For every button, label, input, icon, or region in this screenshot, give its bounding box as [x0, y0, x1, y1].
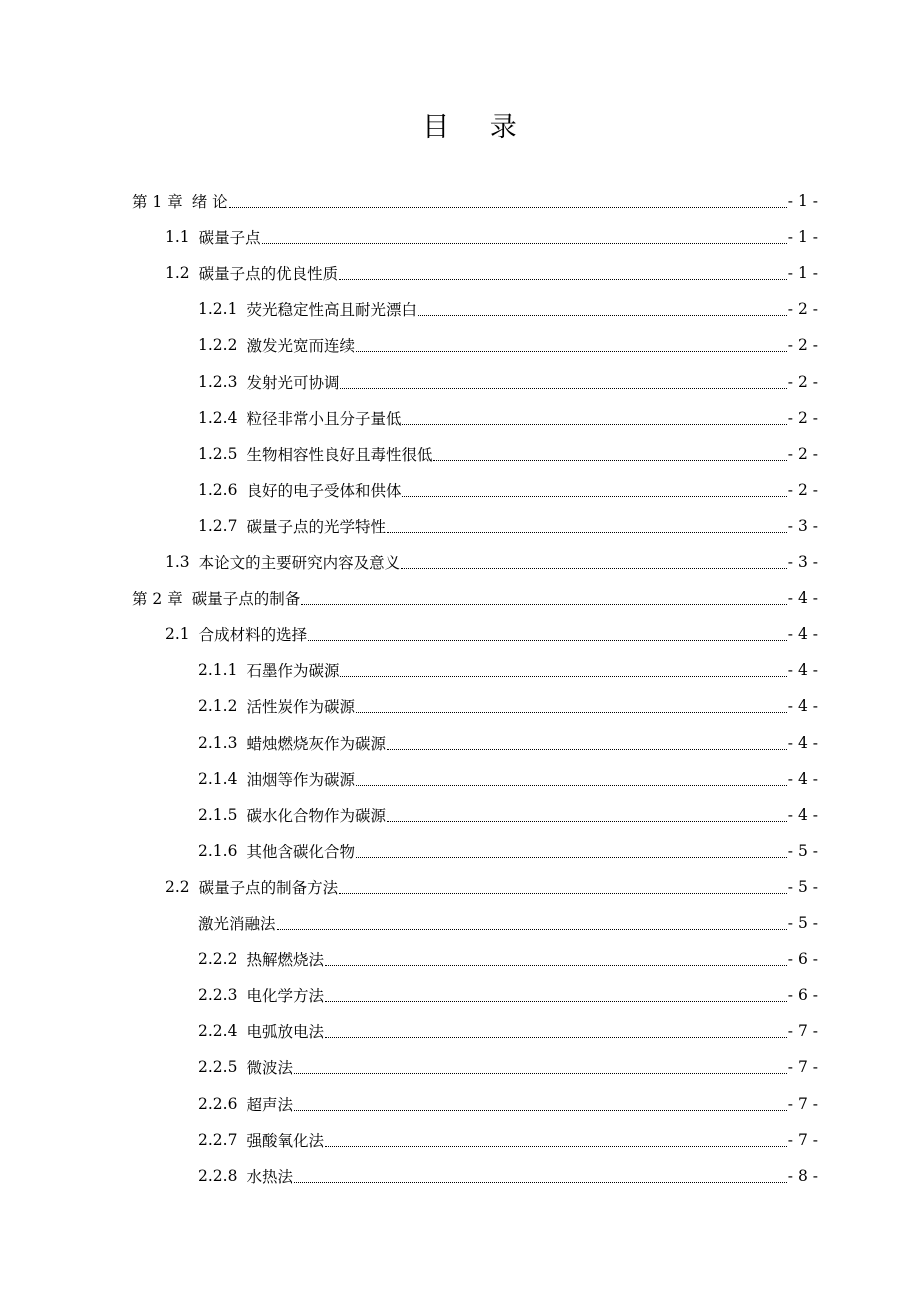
toc-entry-number: 2.2.3	[198, 986, 238, 1005]
toc-entry-page-number: - 2 -	[787, 336, 818, 355]
toc-entry-page-number: - 4 -	[787, 769, 818, 788]
toc-entry-title: 碳量子点的制备方法	[198, 878, 339, 897]
toc-dot-leader	[262, 219, 787, 255]
toc-entry-number: 1.2	[165, 264, 190, 283]
toc-entry-page-number: - 4 -	[787, 697, 818, 716]
toc-entry[interactable]	[198, 1013, 818, 1049]
toc-entry-number: 1.2.5	[198, 444, 238, 463]
toc-entry-number: 第 2 章	[132, 590, 183, 609]
toc-entry-title: 粒径非常小且分子量低	[246, 409, 402, 428]
toc-entry-page-number: - 2 -	[787, 444, 818, 463]
toc-entry-page-number: - 4 -	[787, 625, 818, 644]
toc-entry[interactable]	[198, 1086, 818, 1122]
toc-dot-leader	[433, 436, 786, 472]
toc-entry-number: 2.2	[165, 877, 190, 896]
toc-entry[interactable]	[198, 725, 818, 761]
toc-entry-number: 1.2.7	[198, 516, 238, 535]
toc-entry-number: 2.1.5	[198, 805, 238, 824]
toc-entry-title: 石墨作为碳源	[246, 662, 340, 681]
toc-entry-title: 生物相容性良好且毒性很低	[246, 445, 433, 464]
toc-entry[interactable]	[198, 472, 818, 508]
toc-dot-leader	[402, 472, 786, 508]
toc-entry-page-number: - 7 -	[787, 1130, 818, 1149]
toc-dot-leader	[340, 364, 786, 400]
toc-entry-number: 2.2.5	[198, 1058, 238, 1077]
toc-entry[interactable]	[165, 219, 818, 255]
toc-entry-title: 合成材料的选择	[198, 626, 308, 645]
toc-entry-page-number: - 4 -	[787, 733, 818, 752]
toc-dot-leader	[356, 688, 787, 724]
toc-dot-leader	[301, 580, 787, 616]
toc-entry-title: 激发光宽而连续	[246, 337, 355, 356]
toc-dot-leader	[356, 761, 787, 797]
toc-entry[interactable]	[132, 580, 818, 616]
toc-entry-title: 碳水化合物作为碳源	[246, 806, 386, 825]
toc-entry-number: 1.2.3	[198, 372, 238, 391]
toc-entry-title: 强酸氧化法	[246, 1131, 324, 1150]
toc-entry-page-number: - 5 -	[787, 877, 818, 896]
toc-dot-leader	[229, 183, 787, 219]
toc-dot-leader	[387, 797, 787, 833]
toc-entry[interactable]	[165, 255, 818, 291]
toc-entry-title: 激光消融法	[198, 915, 276, 933]
toc-dot-leader	[356, 327, 787, 363]
toc-entry[interactable]	[198, 941, 818, 977]
toc-entry-title: 本论文的主要研究内容及意义	[198, 554, 401, 572]
toc-dot-leader	[340, 652, 786, 688]
toc-dot-leader	[308, 616, 787, 652]
toc-entry-number: 2.1.2	[198, 697, 238, 716]
toc-entry[interactable]	[132, 183, 818, 219]
toc-entry[interactable]	[198, 436, 818, 472]
toc-entry-number: 第 1 章	[132, 193, 183, 211]
toc-dot-leader	[402, 400, 786, 436]
toc-dot-leader	[294, 1049, 787, 1085]
toc-entry-title: 微波法	[246, 1059, 293, 1078]
toc-entry[interactable]	[198, 761, 818, 797]
toc-entry-title: 绪 论	[191, 193, 228, 211]
toc-entry-page-number: - 6 -	[787, 986, 818, 1005]
toc-entry-number: 2.2.6	[198, 1094, 238, 1113]
toc-entry-page-number: - 2 -	[787, 300, 818, 319]
toc-entry-title: 油烟等作为碳源	[246, 770, 355, 789]
toc-entry-page-number: - 1 -	[787, 228, 818, 247]
toc-entry-number: 2.2.7	[198, 1130, 238, 1149]
toc-dot-leader	[325, 941, 787, 977]
toc-entry[interactable]	[198, 833, 818, 869]
toc-entry-page-number: - 2 -	[787, 372, 818, 391]
toc-entry-title: 热解燃烧法	[246, 951, 324, 970]
toc-entry-page-number: - 4 -	[787, 805, 818, 824]
toc-entry-number: 2.1	[165, 625, 190, 644]
toc-dot-leader	[294, 1086, 787, 1122]
toc-dot-leader	[387, 508, 787, 544]
toc-entry[interactable]	[165, 544, 818, 580]
toc-entry[interactable]	[198, 1049, 818, 1085]
toc-entry-page-number: - 6 -	[787, 950, 818, 969]
toc-dot-leader	[325, 977, 787, 1013]
toc-entry[interactable]	[198, 797, 818, 833]
toc-entry-page-number: - 7 -	[787, 1058, 818, 1077]
toc-entry-number: 1.2.1	[198, 300, 238, 319]
toc-entry[interactable]	[198, 327, 818, 363]
toc-entry[interactable]	[198, 977, 818, 1013]
toc-entry-page-number: - 8 -	[787, 1166, 818, 1185]
toc-entry-title: 活性炭作为碳源	[246, 698, 355, 717]
toc-entry-title: 碳量子点的制备	[191, 590, 301, 609]
toc-entry-number: 2.1.4	[198, 769, 238, 788]
toc-entry[interactable]	[198, 508, 818, 544]
toc-entry-number: 1.1	[165, 228, 190, 247]
toc-dot-leader	[418, 291, 787, 327]
toc-dot-leader	[277, 905, 787, 941]
toc-dot-leader	[339, 869, 787, 905]
toc-entry[interactable]	[165, 869, 818, 905]
toc-entry-page-number: - 3 -	[787, 553, 818, 571]
toc-dot-leader	[339, 255, 787, 291]
toc-entry-title: 碳量子点的光学特性	[246, 517, 386, 536]
toc-entry-page-number: - 1 -	[787, 192, 818, 210]
toc-entry-page-number: - 5 -	[787, 841, 818, 860]
toc-dot-leader	[387, 725, 787, 761]
toc-entry[interactable]	[198, 364, 818, 400]
toc-entry-page-number: - 3 -	[787, 516, 818, 535]
toc-dot-leader	[401, 544, 787, 580]
toc-entry-number: 1.2.4	[198, 408, 238, 427]
toc-dot-leader	[356, 833, 787, 869]
toc-entry-number: 2.1.1	[198, 661, 238, 680]
toc-entry-title: 其他含碳化合物	[246, 842, 355, 861]
toc-entry-page-number: - 4 -	[787, 661, 818, 680]
toc-entry-page-number: - 5 -	[787, 914, 818, 932]
toc-entry-number: 2.1.3	[198, 733, 238, 752]
toc-entry-title: 荧光稳定性高且耐光漂白	[246, 301, 417, 320]
toc-entry[interactable]	[198, 291, 818, 327]
toc-entry-title: 水热法	[246, 1167, 293, 1186]
toc-entry-number: 2.2.8	[198, 1166, 238, 1185]
toc-entry[interactable]	[198, 688, 818, 724]
toc-entry-title: 蜡烛燃烧灰作为碳源	[246, 734, 386, 753]
toc-entry[interactable]	[165, 616, 818, 652]
toc-entry-number: 1.2.2	[198, 336, 238, 355]
toc-title: 目 录	[422, 112, 533, 143]
toc-entry-page-number: - 2 -	[787, 480, 818, 499]
toc-entry-title: 碳量子点的优良性质	[198, 265, 339, 284]
toc-entry-number: 2.1.6	[198, 841, 238, 860]
toc-entry-page-number: - 2 -	[787, 408, 818, 427]
toc-entry-page-number: - 1 -	[787, 264, 818, 283]
toc-entry-number: 1.3	[165, 553, 190, 571]
toc-entry-number: 2.2.4	[198, 1022, 238, 1041]
toc-entry-page-number: - 4 -	[787, 589, 818, 608]
toc-entry-page-number: - 7 -	[787, 1022, 818, 1041]
toc-dot-leader	[294, 1158, 787, 1194]
toc-dot-leader	[325, 1122, 787, 1158]
toc-entry[interactable]	[198, 1122, 818, 1158]
toc-entry[interactable]	[198, 652, 818, 688]
toc-entry-title: 电弧放电法	[246, 1023, 324, 1042]
toc-entry-title: 良好的电子受体和供体	[246, 481, 402, 500]
toc-entry-number: 2.2.2	[198, 950, 238, 969]
toc-entry-title: 电化学方法	[246, 987, 324, 1006]
toc-entry-title: 发射光可协调	[246, 373, 340, 392]
toc-dot-leader	[325, 1013, 787, 1049]
toc-entry[interactable]	[198, 905, 818, 941]
toc-entry-page-number: - 7 -	[787, 1094, 818, 1113]
toc-entry-number: 1.2.6	[198, 480, 238, 499]
toc-entry-title: 超声法	[246, 1095, 293, 1114]
toc-entry[interactable]	[198, 1158, 818, 1194]
toc-entry[interactable]	[198, 400, 818, 436]
toc-entry-title: 碳量子点	[198, 229, 261, 248]
